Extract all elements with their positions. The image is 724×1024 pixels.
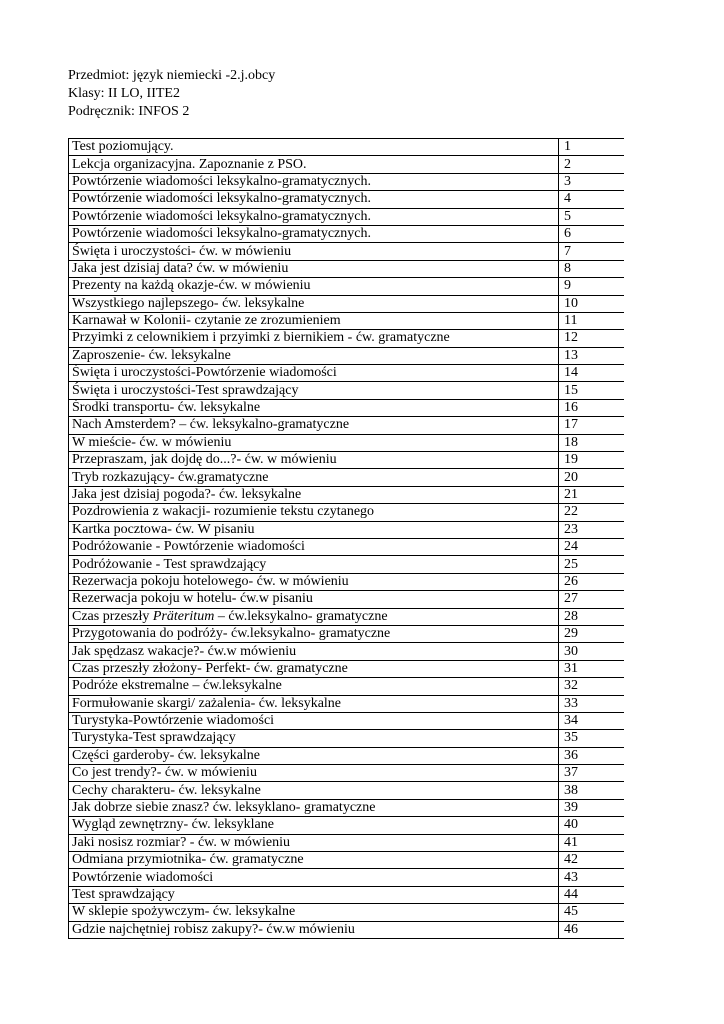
lesson-topic-cell: Zaproszenie- ćw. leksykalne [69, 347, 559, 364]
lesson-topic-cell: Powtórzenie wiadomości leksykalno-gramatycznych. [69, 173, 559, 190]
table-row [69, 538, 625, 555]
lesson-topic-cell: Jak dobrze siebie znasz? ćw. leksyklano- gramatyczne [69, 799, 559, 816]
lesson-topic-cell: Powtórzenie wiadomości leksykalno-gramatycznych. [69, 191, 559, 208]
lesson-number-cell: 26 [559, 573, 625, 590]
classes-line: Klasy: II LO, IITE2 [68, 86, 180, 101]
table-row [69, 365, 625, 382]
table-row [69, 556, 625, 573]
lesson-number-cell: 6 [559, 225, 625, 242]
lesson-number-cell: 2 [559, 156, 625, 173]
lesson-topic-cell: Jaka jest dzisiaj data? ćw. w mówieniu [69, 260, 559, 277]
lesson-number-cell: 24 [559, 538, 625, 555]
table-row [69, 434, 625, 451]
lesson-number-cell: 14 [559, 365, 625, 382]
table-row [69, 695, 625, 712]
table-row [69, 312, 625, 329]
lesson-topic-cell: Karnawał w Kolonii- czytanie ze zrozumieniem [69, 312, 559, 329]
lesson-topic-cell: Powtórzenie wiadomości leksykalno-gramatycznych. [69, 208, 559, 225]
lesson-number-cell: 8 [559, 260, 625, 277]
table-row [69, 782, 625, 799]
table-row [69, 573, 625, 590]
table-row [69, 347, 625, 364]
lesson-topic-cell: Rezerwacja pokoju w hotelu- ćw.w pisaniu [69, 591, 559, 608]
lesson-topic-cell: Pozdrowienia z wakacji- rozumienie tekstu czytanego [69, 504, 559, 521]
lesson-topic-cell: Test sprawdzający [69, 886, 559, 903]
lesson-topic-cell: Święta i uroczystości-Test sprawdzający [69, 382, 559, 399]
lesson-topic-cell: Rezerwacja pokoju hotelowego- ćw. w mówieniu [69, 573, 559, 590]
lesson-topic-cell: Lekcja organizacyjna. Zapoznanie z PSO. [69, 156, 559, 173]
lesson-topic-cell: Gdzie najchętniej robisz zakupy?- ćw.w mówieniu [69, 921, 559, 938]
lesson-number-cell: 13 [559, 347, 625, 364]
lesson-topic-text: – ćw.leksykalno- gramatyczne [214, 608, 388, 624]
lesson-number-cell: 33 [559, 695, 625, 712]
lesson-number-cell: 45 [559, 904, 625, 921]
lesson-number-cell: 3 [559, 173, 625, 190]
lesson-number-cell: 21 [559, 486, 625, 503]
lesson-topic-cell: Cechy charakteru- ćw. leksykalne [69, 782, 559, 799]
table-row [69, 625, 625, 642]
table-row [69, 295, 625, 312]
lesson-number-cell: 19 [559, 452, 625, 469]
lesson-topic-cell: Święta i uroczystości- ćw. w mówieniu [69, 243, 559, 260]
lesson-number-cell: 38 [559, 782, 625, 799]
lesson-number-cell: 28 [559, 608, 625, 625]
lesson-number-cell: 22 [559, 504, 625, 521]
lesson-number-cell: 15 [559, 382, 625, 399]
lesson-number-cell: 11 [559, 312, 625, 329]
table-row [69, 417, 625, 434]
table-row [69, 747, 625, 764]
table-row [69, 678, 625, 695]
lesson-topic-cell: Podróże ekstremalne – ćw.leksykalne [69, 678, 559, 695]
table-row [69, 486, 625, 503]
lesson-topic-cell: Wygląd zewnętrzny- ćw. leksyklane [69, 817, 559, 834]
lesson-number-cell: 18 [559, 434, 625, 451]
lesson-number-cell: 29 [559, 625, 625, 642]
table-row [69, 330, 625, 347]
lesson-number-cell: 44 [559, 886, 625, 903]
lesson-number-cell: 32 [559, 678, 625, 695]
lesson-topic-cell: Podróżowanie - Test sprawdzający [69, 556, 559, 573]
table-row [69, 452, 625, 469]
lesson-topic-cell: Formułowanie skargi/ zażalenia- ćw. leksykalne [69, 695, 559, 712]
lesson-number-cell: 9 [559, 278, 625, 295]
table-row [69, 799, 625, 816]
table-row [69, 852, 625, 869]
lesson-topic-cell: Przygotowania do podróży- ćw.leksykalno- gramatyczne [69, 625, 559, 642]
lesson-topic-cell: Czas przeszły złożony- Perfekt- ćw. gramatyczne [69, 660, 559, 677]
lesson-plan-table [68, 138, 624, 939]
table-row [69, 660, 625, 677]
lesson-number-cell: 39 [559, 799, 625, 816]
lesson-number-cell: 16 [559, 399, 625, 416]
table-row [69, 243, 625, 260]
lesson-number-cell: 12 [559, 330, 625, 347]
table-row [69, 765, 625, 782]
lesson-number-cell: 46 [559, 921, 625, 938]
lesson-topic-cell: W sklepie spożywczym- ćw. leksykalne [69, 904, 559, 921]
table-row [69, 382, 625, 399]
lesson-topic-cell: Części garderoby- ćw. leksykalne [69, 747, 559, 764]
lesson-topic-cell: Nach Amsterdem? – ćw. leksykalno-gramatyczne [69, 417, 559, 434]
table-row [69, 817, 625, 834]
table-row [69, 156, 625, 173]
table-row [69, 399, 625, 416]
table-row [69, 208, 625, 225]
lesson-number-cell: 25 [559, 556, 625, 573]
lesson-topic-cell: Co jest trendy?- ćw. w mówieniu [69, 765, 559, 782]
table-row [69, 591, 625, 608]
table-row [69, 869, 625, 886]
table-row [69, 886, 625, 903]
lesson-topic-cell: Test poziomujący. [69, 139, 559, 156]
table-row [69, 834, 625, 851]
lesson-topic-cell: Kartka pocztowa- ćw. W pisaniu [69, 521, 559, 538]
lesson-plan-body [69, 139, 625, 939]
lesson-topic-cell: Podróżowanie - Powtórzenie wiadomości [69, 538, 559, 555]
table-row [69, 608, 625, 625]
lesson-number-cell: 1 [559, 139, 625, 156]
lesson-number-cell: 43 [559, 869, 625, 886]
table-row [69, 260, 625, 277]
lesson-number-cell: 37 [559, 765, 625, 782]
table-row [69, 921, 625, 938]
lesson-number-cell: 36 [559, 747, 625, 764]
lesson-number-cell: 7 [559, 243, 625, 260]
lesson-topic-cell: Odmiana przymiotnika- ćw. gramatyczne [69, 852, 559, 869]
document-header [68, 67, 275, 121]
lesson-number-cell: 23 [559, 521, 625, 538]
lesson-topic-cell: Środki transportu- ćw. leksykalne [69, 399, 559, 416]
table-row [69, 504, 625, 521]
table-row [69, 712, 625, 729]
lesson-number-cell: 20 [559, 469, 625, 486]
lesson-topic-cell: Turystyka-Powtórzenie wiadomości [69, 712, 559, 729]
lesson-topic-cell: Święta i uroczystości-Powtórzenie wiadomości [69, 365, 559, 382]
lesson-number-cell: 17 [559, 417, 625, 434]
lesson-number-cell: 4 [559, 191, 625, 208]
textbook-line: Podręcznik: INFOS 2 [68, 104, 190, 119]
lesson-topic-cell: Powtórzenie wiadomości [69, 869, 559, 886]
lesson-topic-italic-term: Präteritum [152, 608, 215, 624]
lesson-number-cell: 34 [559, 712, 625, 729]
lesson-number-cell: 31 [559, 660, 625, 677]
lesson-number-cell: 30 [559, 643, 625, 660]
lesson-number-cell: 10 [559, 295, 625, 312]
lesson-topic-cell: Turystyka-Test sprawdzający [69, 730, 559, 747]
lesson-topic-cell: Jaka jest dzisiaj pogoda?- ćw. leksykalne [69, 486, 559, 503]
lesson-topic-cell: W mieście- ćw. w mówieniu [69, 434, 559, 451]
lesson-topic-cell [69, 608, 559, 625]
lesson-number-cell: 42 [559, 852, 625, 869]
table-row [69, 904, 625, 921]
lesson-topic-cell: Jaki nosisz rozmiar? - ćw. w mówieniu [69, 834, 559, 851]
table-row [69, 139, 625, 156]
lesson-topic-cell: Tryb rozkazujący- ćw.gramatyczne [69, 469, 559, 486]
lesson-topic-cell: Prezenty na każdą okazje-ćw. w mówieniu [69, 278, 559, 295]
table-row [69, 173, 625, 190]
table-row [69, 730, 625, 747]
lesson-topic-text: Czas przeszły [72, 608, 153, 624]
lesson-topic-cell: Przepraszam, jak dojdę do...?- ćw. w mówieniu [69, 452, 559, 469]
lesson-number-cell: 5 [559, 208, 625, 225]
table-row [69, 278, 625, 295]
lesson-number-cell: 35 [559, 730, 625, 747]
lesson-topic-cell: Wszystkiego najlepszego- ćw. leksykalne [69, 295, 559, 312]
lesson-topic-cell: Przyimki z celownikiem i przyimki z biernikiem - ćw. gramatyczne [69, 330, 559, 347]
lesson-number-cell: 27 [559, 591, 625, 608]
table-row [69, 225, 625, 242]
table-row [69, 191, 625, 208]
lesson-number-cell: 41 [559, 834, 625, 851]
table-row [69, 643, 625, 660]
lesson-number-cell: 40 [559, 817, 625, 834]
table-row [69, 521, 625, 538]
subject-line: Przedmiot: język niemiecki -2.j.obcy [68, 68, 276, 83]
table-row [69, 469, 625, 486]
lesson-topic-cell: Jak spędzasz wakacje?- ćw.w mówieniu [69, 643, 559, 660]
lesson-topic-cell: Powtórzenie wiadomości leksykalno-gramatycznych. [69, 225, 559, 242]
